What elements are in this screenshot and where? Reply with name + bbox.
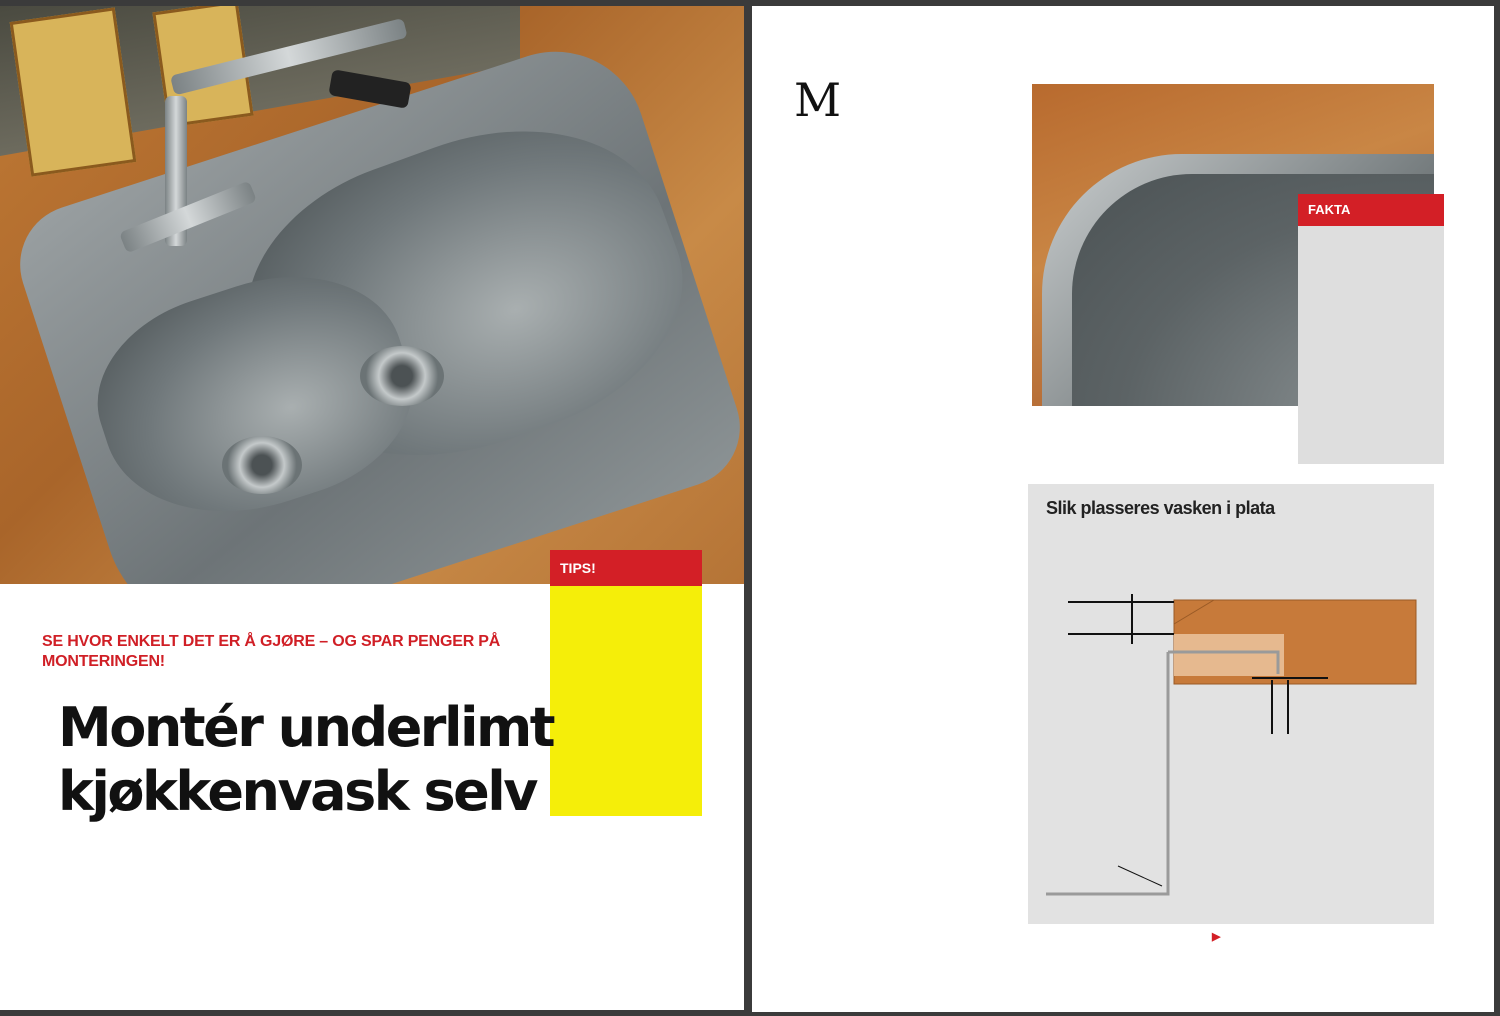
headline-line-1: Montér underlimt (58, 696, 554, 759)
right-page (752, 6, 1494, 1012)
dropcap: M (794, 73, 842, 127)
arrow-right-icon: ▶ (1212, 931, 1221, 943)
drain-small (222, 436, 302, 494)
left-page (0, 6, 744, 1010)
article-kicker: SE HVOR ENKELT DET ER Å GJØRE – OG SPAR PENGER PÅ MONTERINGEN! (42, 633, 501, 670)
sink-recess (1174, 634, 1284, 676)
sink-profile (1046, 652, 1168, 894)
fakta-box (1298, 194, 1444, 464)
fakta-body (1298, 226, 1444, 242)
more-link[interactable] (1212, 930, 1220, 943)
tips-body (550, 586, 702, 816)
leader-line (1118, 866, 1162, 886)
diagram-title: Slik plasseres vasken i plata (1046, 498, 1275, 518)
kitchen-sink-photo (0, 6, 744, 584)
fakta-header: FAKTA (1298, 194, 1444, 226)
article-headline (58, 696, 558, 824)
tips-box (550, 550, 702, 816)
tips-header: TIPS! (550, 550, 702, 586)
body-column (794, 73, 999, 970)
drain-large (360, 346, 444, 406)
headline-line-2: kjøkkenvask selv (58, 760, 536, 823)
placement-diagram (1028, 484, 1434, 924)
menu-card-left (10, 7, 137, 176)
diagram-drawing (1028, 484, 1434, 924)
